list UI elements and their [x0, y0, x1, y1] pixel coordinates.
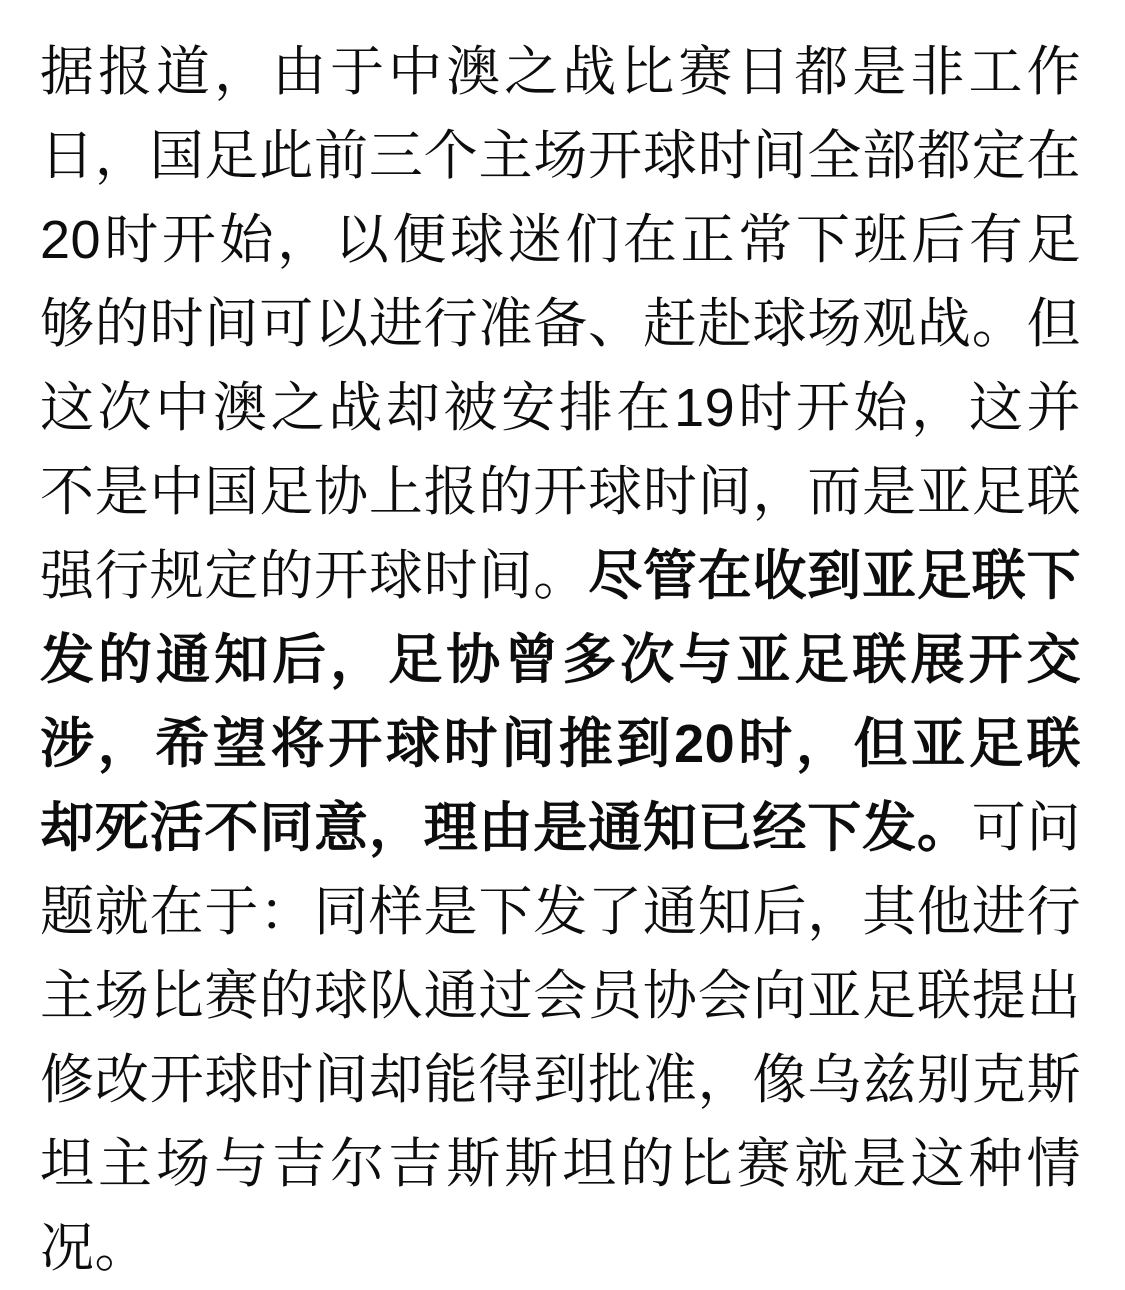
paragraph-segment-intro: 据报道，由于中澳之战比赛日都是非工作日，国足此前三个主场开球时间全部都定在20时开始，以便球迷们在正常下班后有足够的时间可以进行准备、赶赴球场观战。但这次中澳之战却被安排在19时开始，这并不是中国足协上报的开球时间，而是亚足联强行规定的开球时间。 [40, 42, 1081, 606]
article-paragraph [40, 30, 1081, 1290]
paragraph-segment-emphasis: 尽管在收到亚足联下发的通知后，足协曾多次与亚足联展开交涉，希望将开球时间推到20时，但亚足联却死活不同意，理由是通知已经下发。 [40, 546, 1082, 858]
paragraph-segment-conclusion: 可问题就在于：同样是下发了通知后，其他进行主场比赛的球队通过会员协会向亚足联提出修改开球时间却能得到批准，像乌兹别克斯坦主场与吉尔吉斯斯坦的比赛就是这种情况。 [40, 798, 1082, 1278]
